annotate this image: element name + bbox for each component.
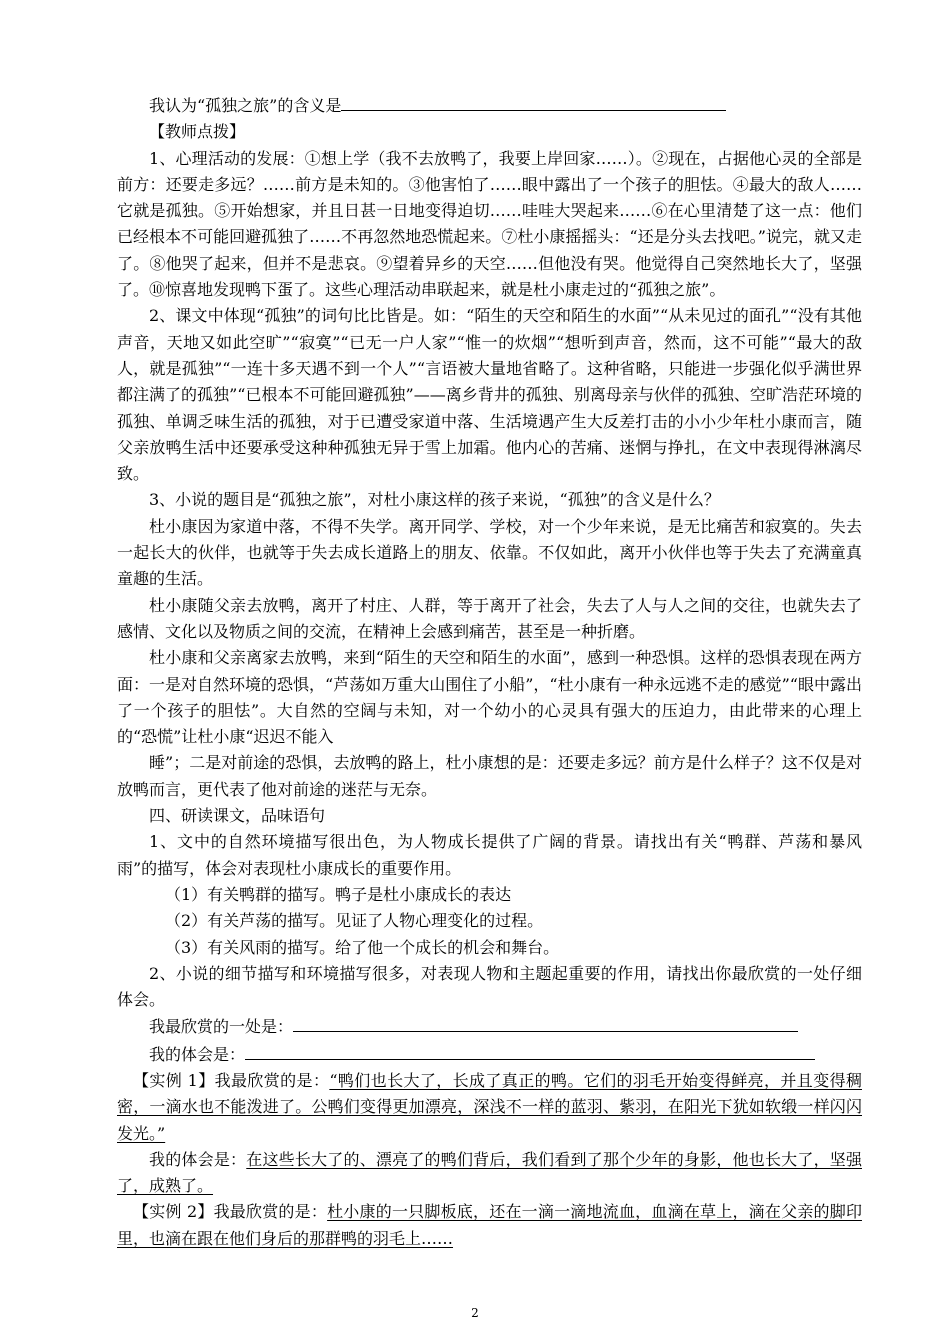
document-page <box>117 92 862 1252</box>
favorite-line: 我最欣赏的一处是： <box>117 1013 862 1040</box>
paragraph-2: 2、课文中体现“孤独”的词句比比皆是。如：“陌生的天空和陌生的水面”“从未见过的面孔”“没有其他声音，天地又如此空旷”“寂寞”“已无一户人家”“惟一的炊烟”“想听到声音，然而，这不可能”“最大的敌人，就是孤独”“一连十多天遇不到一个人”“言语被大量地省略了。这种省略，只能进一步强化似乎满世界都注满了的孤独”“已根本不可能回避孤独”——离乡背井的孤独、别离母亲与伙伴的孤独、空旷浩茫环境的孤独、单调乏味生活的孤独，对于已遭受家道中落、生活境遇产生大反差打击的小小少年杜小康而言，随父亲放鸭生活中还要承受这种种孤独无异于雪上加霜。他内心的苦痛、迷惘与挣扎，在文中表现得淋漓尽致。 <box>117 306 862 484</box>
question-4-1: 1、文中的自然环境描写很出色，为人物成长提供了广阔的背景。请找出有关“鸭群、芦荡和暴风雨”的描写，体会对表现杜小康成长的重要作用。 <box>117 832 862 878</box>
paragraph-5: 杜小康随父亲去放鸭，离开了村庄、人群，等于离开了社会，失去了人与人之间的交往，也就失去了感情、文化以及物质之间的交流，在精神上会感到痛苦，甚至是一种折磨。 <box>117 595 862 641</box>
question-4-1-b: （2）有关芦荡的描写。见证了人物心理变化的过程。 <box>165 911 544 931</box>
example-2-text: 杜小康的一只脚板底，还在一滴一滴地流血，血滴在草上，滴在父亲的脚印里，也滴在跟在他们身后的那群鸭的羽毛上…… <box>117 1202 862 1248</box>
paragraph-6: 杜小康和父亲离家去放鸭，来到“陌生的天空和陌生的水面”，感到一种恐惧。这样的恐惧表现在两方面：一是对自然环境的恐惧，“芦荡如万重大山围住了小船”，“杜小康有一种永远逃不走的感觉”“眼中露出了一个孩子的胆怯”。大自然的空阔与未知，对一个幼小的心灵具有强大的压迫力，由此带来的心理上的“恐慌”让杜小康“迟迟不能入 <box>117 648 862 747</box>
question-4-2: 2、小说的细节描写和环境描写很多，对表现人物和主题起重要的作用，请找出你最欣赏的一处仔细体会。 <box>117 963 862 1010</box>
example-1-text: “鸭们也长大了，长成了真正的鸭。它们的羽毛开始变得鲜亮，并且变得稠密，一滴水也不能泼进了。公鸭们变得更加漂亮，深浅不一样的蓝羽、紫羽，在阳光下犹如软缎一样闪闪发光。” <box>117 1070 862 1143</box>
feeling-blank[interactable] <box>245 1041 815 1060</box>
teacher-heading: 【教师点拨】 <box>149 122 246 142</box>
paragraph-6b: 睡”；二是对前途的恐惧，去放鸭的路上，杜小康想的是：还要走多远？前方是什么样子？这不仅是对放鸭而言，更代表了他对前途的迷茫与无奈。 <box>117 753 862 799</box>
paragraph-4: 杜小康因为家道中落，不得不失学。离开同学、学校，对一个少年来说，是无比痛苦和寂寞的。失去一起长大的伙伴，也就等于失去成长道路上的朋友、依靠。不仅如此，离开小伙伴也等于失去了充满童真童趣的生活。 <box>117 516 862 589</box>
example-1: 【实例 1】我最欣赏的是：“鸭们也长大了，长成了真正的鸭。它们的羽毛开始变得鲜亮，并且变得稠密，一滴水也不能泼进了。公鸭们变得更加漂亮，深浅不一样的蓝羽、紫羽，在阳光下犹如软缎一样闪闪发光。” <box>117 1070 862 1143</box>
paragraph-3: 3、小说的题目是“孤独之旅”，对杜小康这样的孩子来说，“孤独”的含义是什么？ <box>149 490 720 510</box>
example-1-feeling-text: 在这些长大了的、漂亮了的鸭们背后，我们看到了那个少年的身影，他也长大了，坚强了，成熟了。 <box>117 1149 862 1196</box>
example-2: 【实例 2】我最欣赏的是：杜小康的一只脚板底，还在一滴一滴地流血，血滴在草上，滴在父亲的脚印里，也滴在跟在他们身后的那群鸭的羽毛上…… <box>117 1202 862 1248</box>
favorite-blank[interactable] <box>293 1013 798 1032</box>
feeling-line: 我的体会是： <box>117 1041 862 1068</box>
section-4-heading: 四、研读课文，品味语句 <box>149 806 326 826</box>
question-4-1-c: （3）有关风雨的描写。给了他一个成长的机会和舞台。 <box>165 937 560 957</box>
example-1-feeling: 我的体会是：在这些长大了的、漂亮了的鸭们背后，我们看到了那个少年的身影，他也长大了，坚强了，成熟了。 <box>117 1149 862 1196</box>
meaning-question: 我认为“孤独之旅”的含义是 <box>117 92 862 119</box>
answer-blank[interactable] <box>341 92 726 111</box>
page-number: 2 <box>471 1306 479 1320</box>
question-4-1-a: （1）有关鸭群的描写。鸭子是杜小康成长的表达 <box>165 884 512 904</box>
paragraph-1: 1、心理活动的发展：①想上学（我不去放鸭了，我要上岸回家……）。②现在，占据他心灵的全部是前方：还要走多远？……前方是未知的。③他害怕了……眼中露出了一个孩子的胆怯。④最大的敌人……它就是孤独。⑤开始想家，并且日甚一日地变得迫切……哇哇大哭起来……⑥在心里清楚了这一点：他们已经根本不可能回避孤独了……不再忽然地恐慌起来。⑦杜小康摇摇头：“还是分头去找吧。”说完，就又走了。⑧他哭了起来，但并不是悲哀。⑨望着异乡的天空……但他没有哭。他觉得自己突然地长大了，坚强了。⑩惊喜地发现鸭下蛋了。这些心理活动串联起来，就是杜小康走过的“孤独之旅”。 <box>117 148 862 300</box>
